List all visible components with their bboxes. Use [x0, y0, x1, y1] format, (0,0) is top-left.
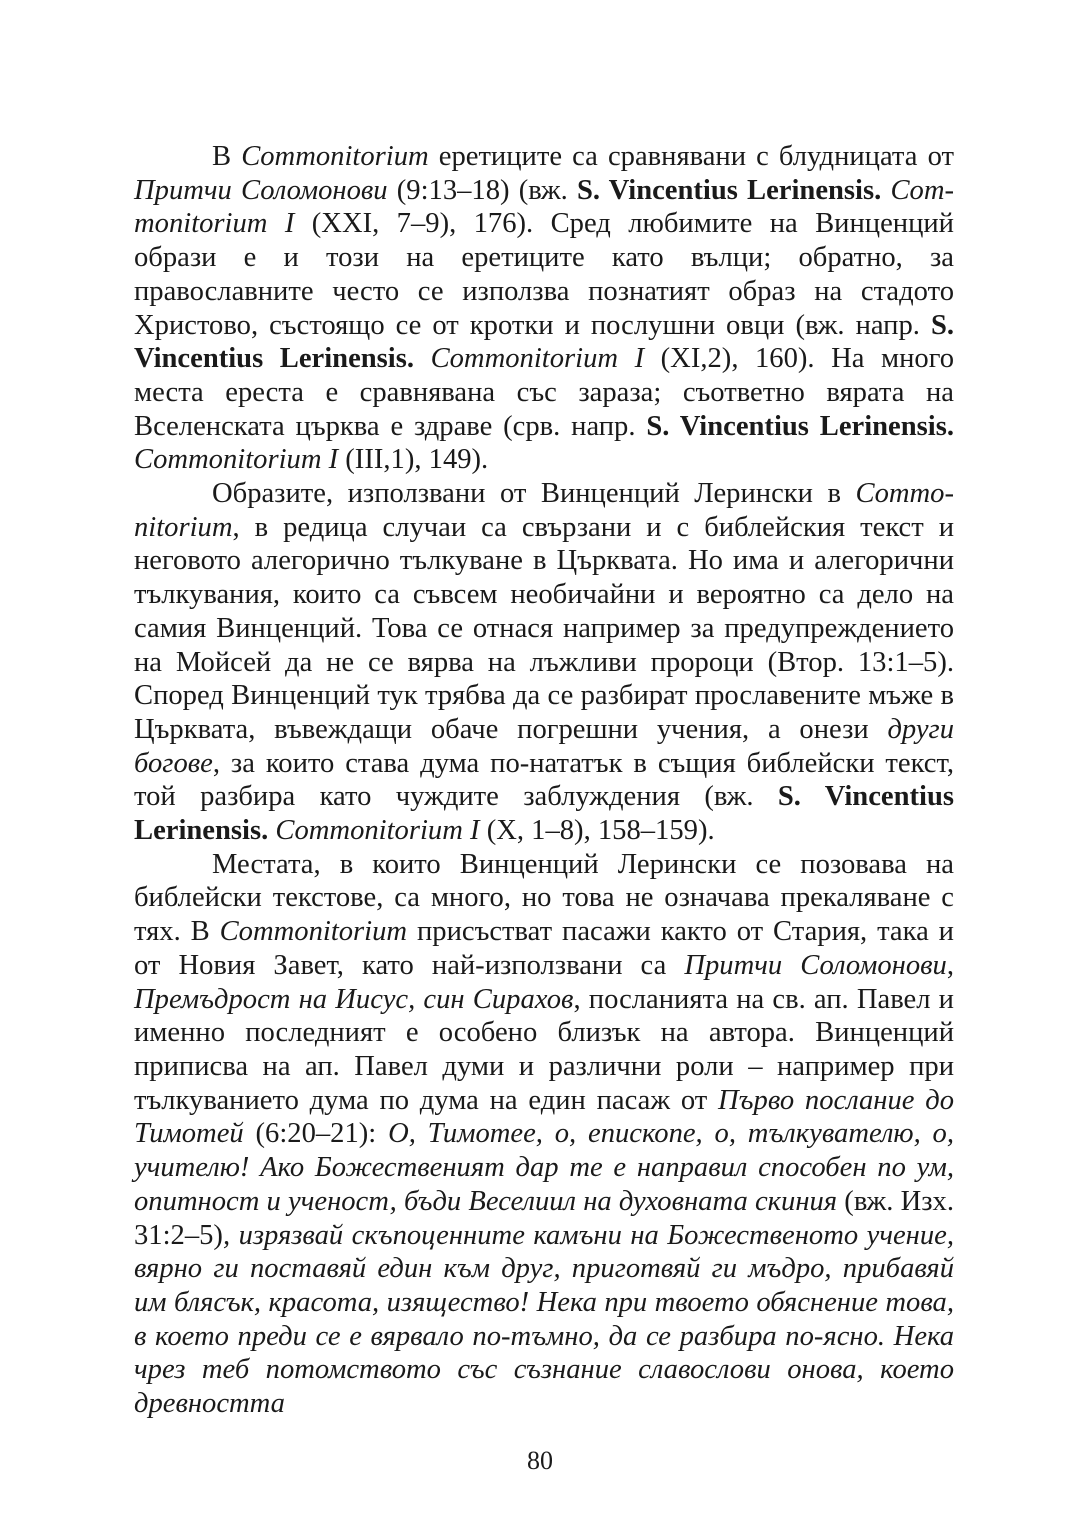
italic-text: Премъдрост на Иисус, син Сирахов [134, 983, 574, 1015]
italic-text: Commonitorium [219, 916, 408, 948]
italic-text: Притчи Соломонови [684, 949, 947, 981]
italic-text: , изрязвай скъпоценните камъни на Божественото учение, вярно ги поставяй един към друг, приготвяй ги мъдро, прибавяй им блясък, красота, изящество! Нека при твоето обяснение това, в което преди се е вярвало по-тъмно, да се разбира по-ясно. Нека чрез теб потомството със съзнание славослови онова, което древността [134, 1219, 954, 1420]
text-run: (III,1), 149). [338, 444, 489, 476]
italic-text: Притчи Соломонови [134, 174, 388, 206]
text-run: Образите, използвани от Винценций Лерински в [212, 478, 856, 510]
text-run: (9:13–18) (вж. [387, 174, 577, 206]
italic-text: Първо послание до Тимотей [134, 1084, 955, 1150]
text-run [414, 343, 431, 374]
text-run: , посланията на св. ап. Павел и именно последният е особено близък на автора. Винценций приписва на ап. Павел думи и различни роли – например при тълкуванието дума по дума на един пасаж от [134, 983, 954, 1116]
paragraph-2 [134, 477, 954, 848]
text-run: присъстват пасажи както от Стария, така и от Новия Завет, като най-използвани са [134, 916, 954, 981]
italic-text: Commonitorium [241, 141, 429, 172]
text-run: , за които става дума по-нататък в същия библейски текст, той разбира като чуждите заблуждения (вж. [134, 747, 954, 813]
text-run: Местата, в които Винценций Лерински се позовава на библейски текстове, са много, но това не означава прекаляване с тях. В [134, 848, 954, 948]
page-number: 80 [527, 1446, 553, 1475]
italic-text: други богове [134, 713, 954, 779]
bold-citation: S. Vincentius Lerinensis. [134, 781, 954, 847]
bold-citation: S. Vincentius Lerinensis. [134, 309, 954, 375]
text-run: (X, 1–8), 158–159). [479, 815, 715, 847]
italic-text: Commonitorium [134, 478, 954, 543]
text-run: , [946, 949, 955, 981]
text-run: В [212, 141, 242, 172]
text-run: еретиците са сравнявани с блудницата от [428, 141, 954, 172]
italic-text: Commonitorium I [134, 444, 339, 476]
italic-text: Commonitorium I [275, 815, 480, 847]
text-run: (вж. Изх. 31:2–5) [134, 1185, 954, 1251]
text-run: (XI,2), 160). На много места ереста е сравнявана със зараза; съответно вярата на Вселенската църква е здраве (срв. напр. [134, 343, 955, 442]
text-run: (XXI, 7–9), 176). Сред любимите на Винценций образи е и този на еретиците като вълци; обратно, за православните често се използва познатият образ на стадото Христово, състоящо се от кротки и послушни овци (вж. напр. [134, 208, 954, 341]
text-run: , в редица случаи са свързани и с библейския текст и неговото алегорично тълкуване в Църквата. Но има и алегорични тълкувания, които са съвсем необичайни и вероятно са дело на самия Винценций. Това се отнася например за предупреждението на Мойсей да не се вярва на лъжливи пророци (Втор. 13:1–5). Според Винценций тук трябва да се разбират прославените мъже в Църквата, въвеждащи обаче погрешни учения, а онези [134, 511, 954, 745]
paragraph-3 [134, 848, 954, 1421]
italic-text: Commonitorium I [134, 174, 955, 240]
text-run: (6:20–21): [243, 1118, 389, 1150]
body-text [134, 140, 954, 1421]
italic-text: О, Тимотее, о, епископе, о, тълкувателю, о, учителю! Ако Божественият дар те е направил способен по ум, опитност и ученост, бъди Веселиил на духовната скиния [134, 1118, 954, 1217]
bold-citation: S. Vincentius Lerinensis. [646, 410, 954, 442]
bold-citation: S. Vincentius Lerinensis. [576, 174, 882, 206]
italic-text: Commonitorium I [430, 343, 645, 375]
paragraph-1 [134, 140, 954, 477]
